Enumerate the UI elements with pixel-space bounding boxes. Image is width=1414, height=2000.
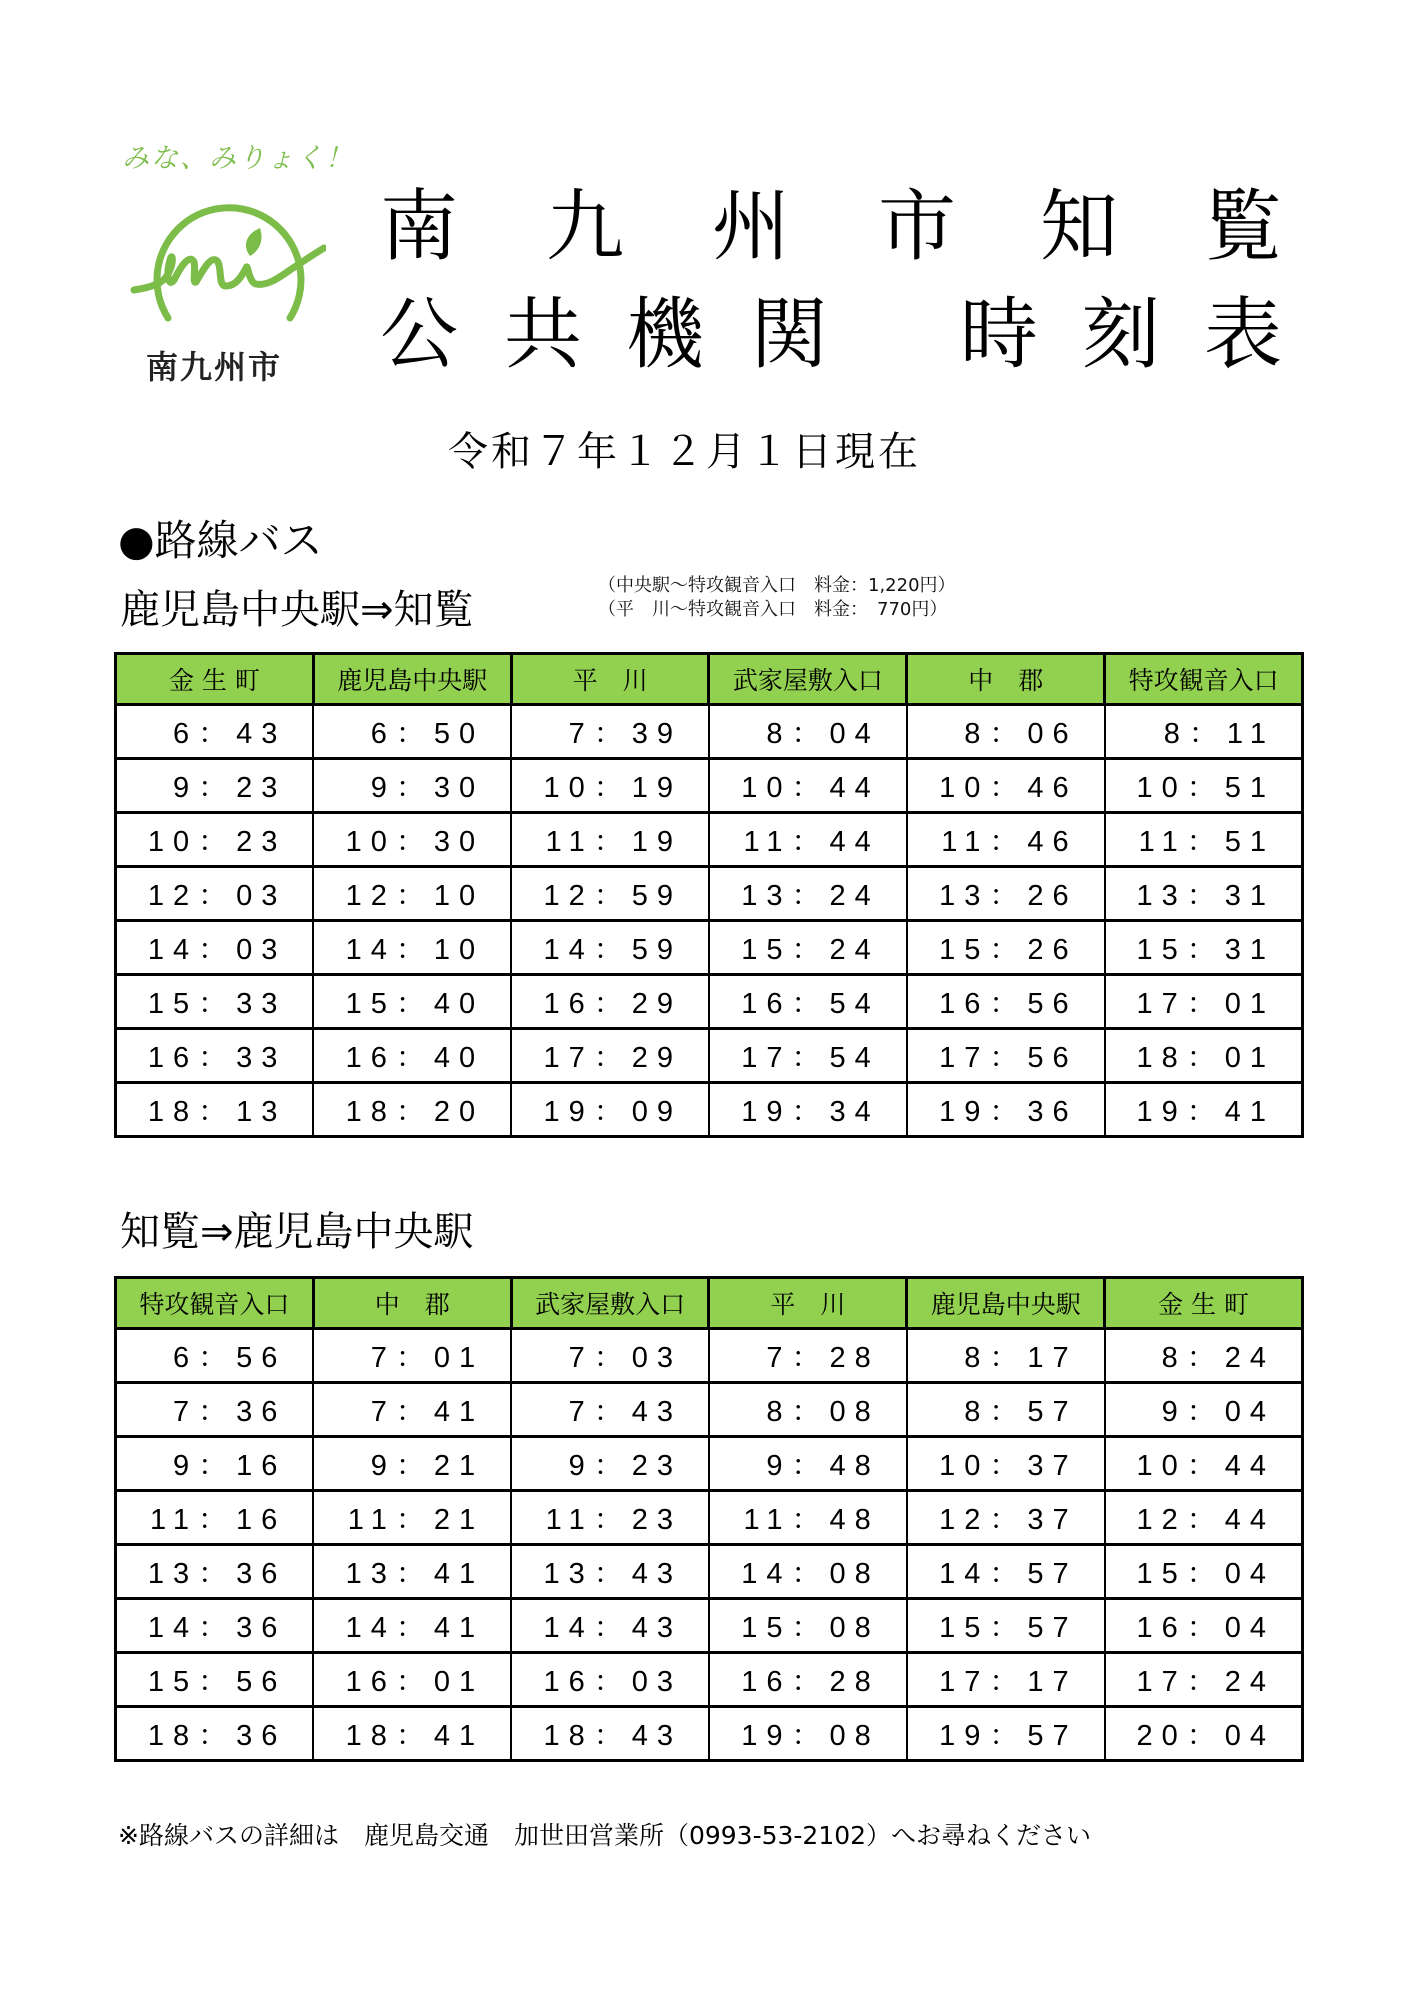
table-row	[116, 1653, 1303, 1707]
title-char: 覧	[1204, 182, 1283, 272]
time-cell: 17：56	[907, 1029, 1105, 1083]
time-cell: 15：33	[116, 975, 314, 1029]
time-cell: 18：36	[116, 1707, 314, 1761]
time-cell: 13：36	[116, 1545, 314, 1599]
footer-contact-note: ※路線バスの詳細は 鹿児島交通 加世田営業所（0993-53-2102）へお尋ねください	[118, 1821, 1092, 1850]
time-cell: 7：03	[511, 1329, 709, 1383]
column-header: 金 生 町	[116, 654, 314, 705]
time-cell: 8：06	[907, 705, 1105, 759]
time-cell: 14：10	[313, 921, 511, 975]
time-cell: 10：37	[907, 1437, 1105, 1491]
time-cell: 7：36	[116, 1383, 314, 1437]
time-cell: 12：44	[1105, 1491, 1303, 1545]
time-cell: 8：08	[709, 1383, 907, 1437]
time-cell: 18：13	[116, 1083, 314, 1137]
time-cell: 6：50	[313, 705, 511, 759]
fare-notes	[598, 574, 956, 622]
time-cell: 14：57	[907, 1545, 1105, 1599]
time-cell: 12：03	[116, 867, 314, 921]
column-header: 武家屋敷入口	[511, 1278, 709, 1329]
timetable-outbound	[114, 652, 1304, 1138]
time-cell: 8：17	[907, 1329, 1105, 1383]
time-cell: 7：28	[709, 1329, 907, 1383]
time-cell: 19：08	[709, 1707, 907, 1761]
table-row	[116, 1329, 1303, 1383]
table-row	[116, 1491, 1303, 1545]
fare-note: （平 川～特攻観音入口 料金： 770円）	[598, 599, 948, 620]
column-header: 武家屋敷入口	[709, 654, 907, 705]
city-logo	[118, 136, 354, 386]
table-header-row	[116, 1278, 1303, 1329]
time-cell: 19：36	[907, 1083, 1105, 1137]
time-cell: 15：40	[313, 975, 511, 1029]
table-row	[116, 867, 1303, 921]
time-cell: 18：43	[511, 1707, 709, 1761]
time-cell: 10：23	[116, 813, 314, 867]
title-char: 公	[380, 290, 459, 380]
column-header: 鹿児島中央駅	[907, 1278, 1105, 1329]
time-cell: 19：34	[709, 1083, 907, 1137]
table-row	[116, 975, 1303, 1029]
title-char: 州	[712, 182, 791, 272]
table-row	[116, 1545, 1303, 1599]
time-cell: 9：30	[313, 759, 511, 813]
time-cell: 14：41	[313, 1599, 511, 1653]
time-cell: 17：54	[709, 1029, 907, 1083]
column-header: 鹿児島中央駅	[313, 654, 511, 705]
time-cell: 14：59	[511, 921, 709, 975]
time-cell: 9：23	[116, 759, 314, 813]
time-cell: 12：37	[907, 1491, 1105, 1545]
time-cell: 16：56	[907, 975, 1105, 1029]
time-cell: 18：01	[1105, 1029, 1303, 1083]
time-cell: 14：08	[709, 1545, 907, 1599]
time-cell: 9：04	[1105, 1383, 1303, 1437]
column-header: 特攻観音入口	[1105, 654, 1303, 705]
time-cell: 14：43	[511, 1599, 709, 1653]
time-cell: 10：46	[907, 759, 1105, 813]
column-header: 中 郡	[313, 1278, 511, 1329]
time-cell: 16：33	[116, 1029, 314, 1083]
time-cell: 11：51	[1105, 813, 1303, 867]
table-row	[116, 759, 1303, 813]
time-cell: 9：48	[709, 1437, 907, 1491]
as-of-date: 令和７年１２月１日現在	[448, 429, 921, 475]
time-cell: 13：24	[709, 867, 907, 921]
time-cell: 16：04	[1105, 1599, 1303, 1653]
title-char: 表	[1204, 290, 1283, 380]
time-cell: 9：23	[511, 1437, 709, 1491]
table-row	[116, 921, 1303, 975]
time-cell: 13：41	[313, 1545, 511, 1599]
time-cell: 15：24	[709, 921, 907, 975]
table-row	[116, 1707, 1303, 1761]
time-cell: 13：43	[511, 1545, 709, 1599]
time-cell: 17：01	[1105, 975, 1303, 1029]
time-cell: 16：03	[511, 1653, 709, 1707]
route-heading-inbound: 知覧⇒鹿児島中央駅	[120, 1209, 474, 1255]
time-cell: 16：29	[511, 975, 709, 1029]
time-cell: 10：51	[1105, 759, 1303, 813]
page-title-line-2	[380, 290, 1283, 380]
time-cell: 17：24	[1105, 1653, 1303, 1707]
time-cell: 15：31	[1105, 921, 1303, 975]
title-char: 関	[750, 290, 829, 380]
time-cell: 7：41	[313, 1383, 511, 1437]
table-row	[116, 813, 1303, 867]
table-row	[116, 1083, 1303, 1137]
time-cell: 13：26	[907, 867, 1105, 921]
route-heading-outbound: 鹿児島中央駅⇒知覧	[120, 587, 474, 633]
time-cell: 17：17	[907, 1653, 1105, 1707]
time-cell: 10：44	[1105, 1437, 1303, 1491]
time-cell: 19：57	[907, 1707, 1105, 1761]
table-row	[116, 1437, 1303, 1491]
timetable-inbound	[114, 1276, 1304, 1762]
time-cell: 7：01	[313, 1329, 511, 1383]
title-char: 時	[960, 290, 1039, 380]
time-cell: 18：20	[313, 1083, 511, 1137]
time-cell: 19：09	[511, 1083, 709, 1137]
time-cell: 11：23	[511, 1491, 709, 1545]
table-row	[116, 705, 1303, 759]
column-header: 中 郡	[907, 654, 1105, 705]
page-title-line-1	[380, 182, 1283, 272]
time-cell: 15：57	[907, 1599, 1105, 1653]
time-cell: 15：26	[907, 921, 1105, 975]
time-cell: 7：39	[511, 705, 709, 759]
time-cell: 14：03	[116, 921, 314, 975]
time-cell: 6：43	[116, 705, 314, 759]
title-char: 機	[626, 290, 705, 380]
logo-city-name: 南九州市	[146, 348, 283, 386]
table-header-row	[116, 654, 1303, 705]
time-cell: 8：04	[709, 705, 907, 759]
time-cell: 17：29	[511, 1029, 709, 1083]
table-row	[116, 1383, 1303, 1437]
title-char: 南	[380, 182, 459, 272]
time-cell: 8：57	[907, 1383, 1105, 1437]
minamikyushu-mi-logo-icon	[130, 190, 326, 340]
time-cell: 15：04	[1105, 1545, 1303, 1599]
time-cell: 11：48	[709, 1491, 907, 1545]
time-cell: 11：46	[907, 813, 1105, 867]
time-cell: 15：56	[116, 1653, 314, 1707]
time-cell: 18：41	[313, 1707, 511, 1761]
column-header: 金 生 町	[1105, 1278, 1303, 1329]
column-header: 特攻観音入口	[116, 1278, 314, 1329]
time-cell: 7：43	[511, 1383, 709, 1437]
column-header: 平 川	[511, 654, 709, 705]
title-char: 知	[1040, 182, 1119, 272]
section-heading-route-bus: ●路線バス	[118, 516, 323, 565]
time-cell: 13：31	[1105, 867, 1303, 921]
title-char: 刻	[1082, 290, 1161, 380]
time-cell: 8：24	[1105, 1329, 1303, 1383]
time-cell: 19：41	[1105, 1083, 1303, 1137]
time-cell: 16：40	[313, 1029, 511, 1083]
table-row	[116, 1599, 1303, 1653]
time-cell: 11：19	[511, 813, 709, 867]
title-char: 共	[504, 290, 583, 380]
time-cell: 8：11	[1105, 705, 1303, 759]
time-cell: 12：10	[313, 867, 511, 921]
time-cell: 9：16	[116, 1437, 314, 1491]
time-cell: 11：44	[709, 813, 907, 867]
time-cell: 16：01	[313, 1653, 511, 1707]
time-cell: 11：21	[313, 1491, 511, 1545]
time-cell: 10：44	[709, 759, 907, 813]
time-cell: 11：16	[116, 1491, 314, 1545]
time-cell: 15：08	[709, 1599, 907, 1653]
fare-note: （中央駅～特攻観音入口 料金：1,220円）	[598, 575, 956, 596]
time-cell: 14：36	[116, 1599, 314, 1653]
time-cell: 10：30	[313, 813, 511, 867]
table-row	[116, 1029, 1303, 1083]
time-cell: 16：54	[709, 975, 907, 1029]
title-char: 市	[878, 182, 957, 272]
time-cell: 20：04	[1105, 1707, 1303, 1761]
title-char: 九	[546, 182, 625, 272]
column-header: 平 川	[709, 1278, 907, 1329]
time-cell: 10：19	[511, 759, 709, 813]
logo-tagline: みな、みりょく！	[122, 143, 354, 174]
time-cell: 16：28	[709, 1653, 907, 1707]
time-cell: 6：56	[116, 1329, 314, 1383]
time-cell: 12：59	[511, 867, 709, 921]
time-cell: 9：21	[313, 1437, 511, 1491]
